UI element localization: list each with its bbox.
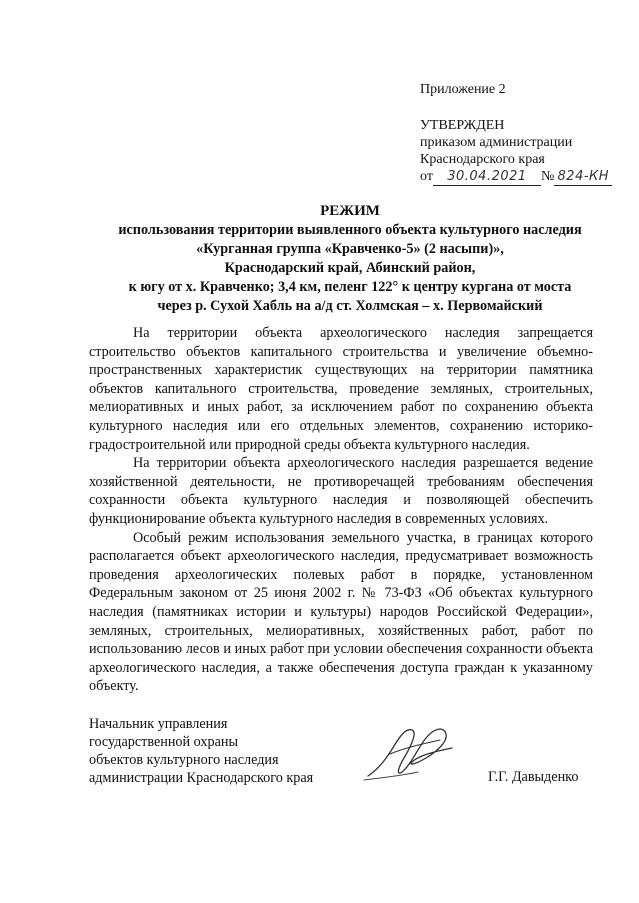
document-title [60,202,639,316]
document-body [89,324,593,696]
date-prefix: от [420,169,433,184]
paragraph-2: На территории объекта археологического наследия разрешается ведение хозяйственной деятельности, не противоречащей требованиям обеспечения сохранности объекта культурного наследия и позволяющей обеспечить функционирование объекта культурного наследия в современных условиях. [89,455,593,527]
order-line-1: приказом администрации [420,135,573,150]
handwritten-number: 824-КН [554,168,612,186]
paragraph-1: На территории объекта археологического наследия запрещается строительство объектов капитального строительства и увеличение объемно-пространственных характеристик существующих на территории памятника объектов капитального строительства, проведение земляных, строительных, мелиоративных и иных работ, за исключением работ по сохранению объекта культурного наследия или его отдельных элементов, сохранению историко-градостроительной или природной среды объекта культурного наследия. [89,325,593,453]
approved-label: УТВЕРЖДЕН [420,118,505,133]
approval-block [420,117,630,186]
signer-name: Г.Г. Давыденко [488,769,579,785]
handwritten-signature-icon [360,718,460,788]
title-line-5: к югу от х. Кравченко; 3,4 км, пеленг 122° к центру кургана от моста [128,279,572,295]
position-line-1: Начальник управления [89,716,228,732]
signatory-position [89,715,313,787]
number-sign: № [540,169,555,184]
order-date-line [420,168,630,186]
title-line-2: использования территории выявленного объекта культурного наследия [118,222,582,238]
title-line-4: Краснодарский край, Абинский район, [224,260,476,276]
title-line-3: «Курганная группа «Кравченко-5» (2 насыпи)», [196,241,504,257]
title-line-6: через р. Сухой Хабль на а/д ст. Холмская – х. Первомайский [157,298,543,314]
paragraph-3: Особый режим использования земельного участка, в границах которого располагается объект археологического наследия, предусматривает возможность проведения археологических полевых работ в порядке, установленном Федеральным законом от 25 июня 2002 г. № 73-ФЗ «Об объектах культурного наследия (памятниках истории и культуры) народов Российской Федерации», земляных, строительных, мелиоративных, хозяйственных работ, работ по использованию лесов и иных работ при условии обеспечения сохранности объекта археологического наследия, а также обеспечения доступа граждан к указанному объекту. [89,529,593,695]
position-line-3: объектов культурного наследия [89,752,279,768]
order-line-2: Краснодарского края [420,152,545,167]
position-line-2: государственной охраны [89,734,239,750]
appendix-label: Приложение 2 [420,82,506,97]
position-line-4: администрации Краснодарского края [89,770,314,786]
title-line-1: РЕЖИМ [320,203,380,219]
handwritten-date: 30.04.2021 [433,168,541,186]
